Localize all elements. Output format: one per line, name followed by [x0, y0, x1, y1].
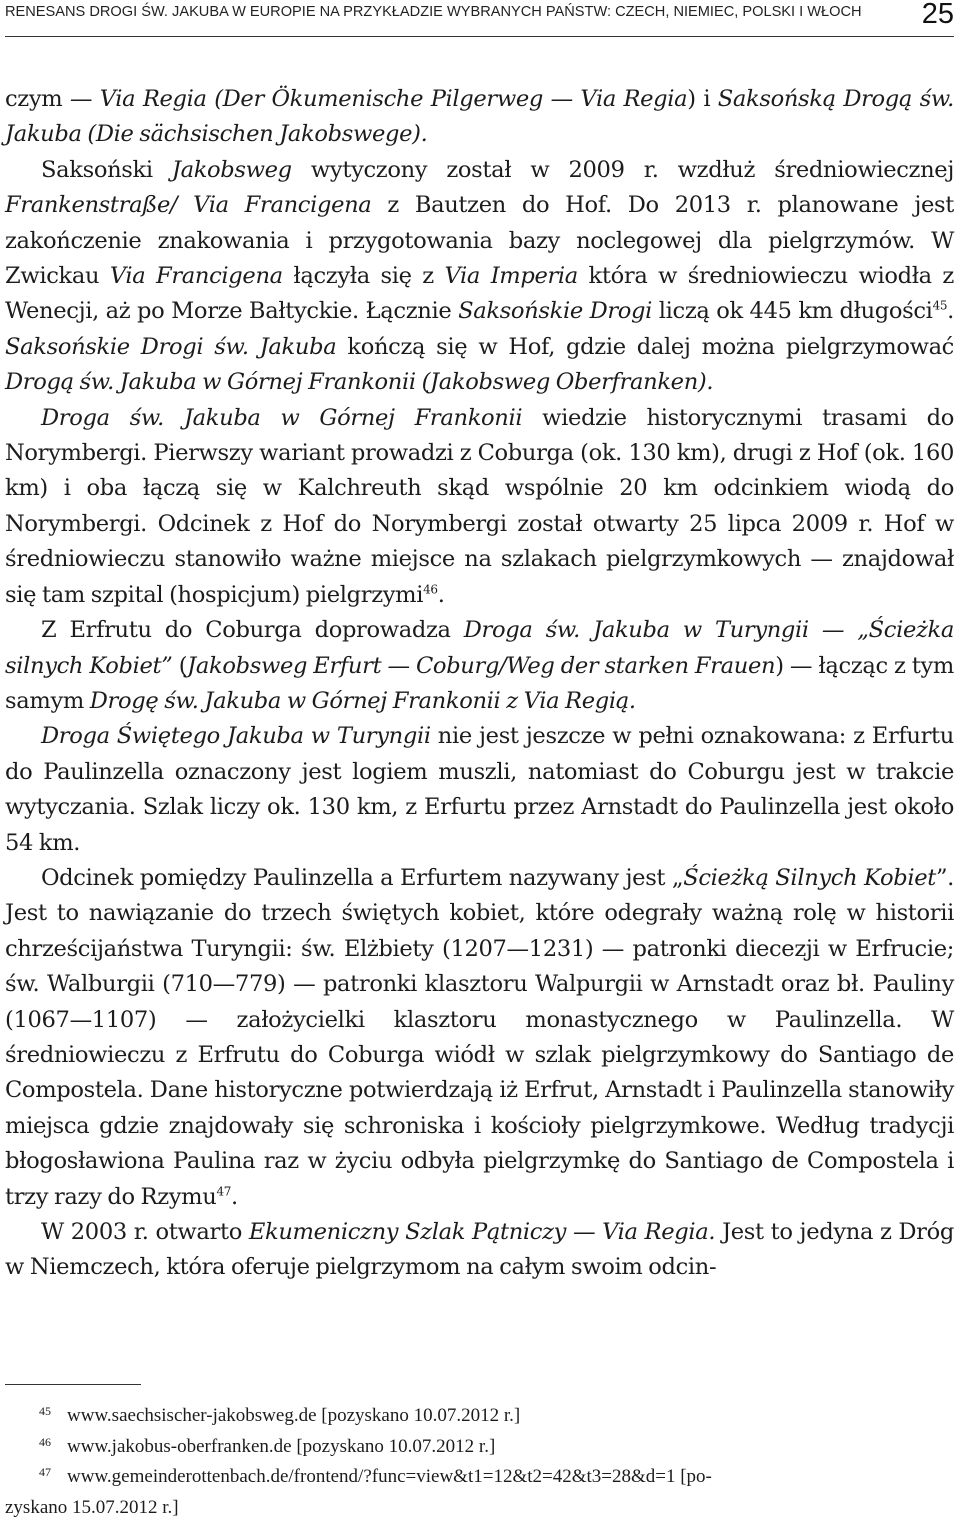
italic-run: Drogę św. Jakuba w Górnej Frankonii z Via Regią. [90, 688, 636, 714]
footnote-rule [5, 1384, 141, 1385]
italic-run: Saksońską Drogą św. [718, 86, 954, 112]
footnote-link[interactable]: www.gemeinderottenbach.de/frontend/?func=view&t1=12&t2=42&t3=28&d=1 [po- [67, 1466, 712, 1487]
italic-run: Droga św. Jakuba w Górnej Frankonii [41, 405, 522, 431]
text-run: ”. Jest to nawiązanie do trzech świętych kobiet, które odegrały ważną rolę w historii chrześcijaństwa Turyngii: św. Elżbiety (1207—1231) — patronki diecezji w Erfrucie; św. Walburgii (710—779) — patronki klasztoru Walpurgii w Arnstadt oraz bł. Pauliny (1067—1107) — założycielki klasztoru monastycznego w Paulinzella. W średniowieczu z Erfrutu do Coburga wiódł w szlak pielgrzymkowy do Santiago de Compostela. Dane historyczne potwierdzają iż Erfrut, Arnstadt i Paulinzella stanowiły miejsca gdzie znajdowały się schroniska i kościoły pielgrzymkowe. Według tradycji błogosławiona Paulina raz w życiu odbyła pielgrzymkę do Santiago de Compostela i trzy razy do Rzymu [5, 865, 954, 1210]
footnote-46 [5, 1432, 954, 1463]
text-run: wiedzie historycznymi trasami do Norymbergi. Pierwszy wariant prowadzi z Coburga (ok. 130 km), drugi z Hof (ok. 160 km) i oba łączą się w Kalchreuth skąd wspólnie 20 km odcinkiem wiodą do Norymbergi. Odcinek z Hof do Norymbergi został otwarty 25 lipca 2009 r. Hof w średniowieczu stanowiło ważne miejsce na szlakach pielgrzymkowych — znajdował się tam szpital (hospicjum) pielgrzymi [5, 405, 954, 608]
footnotes [5, 1401, 954, 1523]
page-number: 25 [922, 0, 954, 31]
text-run: . [947, 298, 954, 324]
text-run: W 2003 r. otwarto [41, 1219, 249, 1245]
italic-run: Via Regia (Der Ökumenische Pilgerweg — Via Regia [100, 86, 688, 112]
footnote-ref-45[interactable]: 45 [933, 299, 948, 313]
italic-run: Saksońskie Drogi [458, 298, 652, 324]
text-run: . [438, 582, 445, 608]
italic-run: Jakobsweg Erfurt — Coburg/Weg der starken Frauen [187, 653, 775, 679]
italic-run: Via Imperia [444, 263, 577, 289]
text-run: kończą się w Hof, gdzie dalej można pielgrzymować [336, 334, 954, 360]
text-run: czym — [5, 86, 100, 112]
text-run: ) i [687, 86, 717, 112]
text-run: nie jest jeszcze w pełni oznakowana: z Erfurtu do Paulinzella oznaczony jest logiem muszli, natomiast do Coburgu jest w trakcie wytyczania. Szlak liczy ok. 130 km, z Erfurtu przez Arnstadt do Paulinzella jest około 54 km. [5, 723, 954, 855]
italic-run: Frankenstraße/ Via Francigena [5, 192, 371, 218]
header-rule [5, 36, 954, 37]
italic-run: Droga św. Jakuba w Turyngii — „Ścieżka silnych Kobiet” [5, 617, 954, 678]
body-text [5, 82, 954, 1286]
paragraph-2 [5, 153, 954, 401]
text-run: Saksoński [41, 157, 172, 183]
italic-run: Saksońskie Drogi św. Jakuba [5, 334, 336, 360]
paragraph-6 [5, 861, 954, 1215]
text-run: ( [172, 653, 187, 679]
page-header [5, 0, 954, 34]
italic-run: Droga Świętego Jakuba w Turyngii [41, 723, 431, 749]
text-run: Jest to jedyna z Dróg w Niemczech, która oferuje pielgrzymom na całym swoim odcin- [5, 1219, 954, 1280]
text-run: ) — łącząc z tym samym [5, 653, 954, 714]
footnote-link[interactable]: www.saechsischer-jakobsweg.de [pozyskano 10.07.2012 r.] [67, 1405, 520, 1426]
italic-run: Jakobsweg [172, 157, 292, 183]
footnote-number: 45 [39, 1396, 51, 1427]
footnote-45 [5, 1401, 954, 1432]
footnote-ref-47[interactable]: 47 [216, 1184, 231, 1198]
paragraph-4 [5, 613, 954, 719]
text-run: łączyła się z [283, 263, 445, 289]
text-run: wytyczony został w 2009 r. wzdłuż średniowiecznej [292, 157, 954, 183]
text-run: z Bautzen do Hof. Do 2013 r. planowane jest zakończenie znakowania i przygotowania bazy noclegowej dla pielgrzymów. W Zwickau [5, 192, 954, 289]
paragraph-5 [5, 719, 954, 861]
italic-run: Jakuba (Die sächsischen Jakobswege). [5, 121, 427, 147]
footnote-continuation: zyskano 15.07.2012 r.] [5, 1493, 954, 1523]
italic-run: Ścieżką Silnych Kobiet [683, 865, 936, 891]
footnote-ref-46[interactable]: 46 [423, 582, 438, 596]
footnote-link[interactable]: www.jakobus-oberfranken.de [pozyskano 10.07.2012 r.] [67, 1436, 495, 1457]
text-run: Odcinek pomiędzy Paulinzella a Erfurtem nazywany jest „ [41, 865, 683, 891]
paragraph-1 [5, 82, 954, 153]
italic-run: Via Francigena [110, 263, 283, 289]
paragraph-7 [5, 1215, 954, 1286]
footnote-47 [5, 1462, 954, 1523]
footnote-number: 47 [39, 1457, 51, 1488]
footnote-number: 46 [39, 1427, 51, 1458]
italic-run: Drogą św. Jakuba w Górnej Frankonii (Jakobsweg Oberfranken). [5, 369, 713, 395]
running-head: RENESANS DROGI ŚW. JAKUBA W EUROPIE NA PRZYKŁADZIE WYBRANYCH PAŃSTW: CZECH, NIEMIEC, POLSKI I WŁOCH [5, 4, 862, 20]
paragraph-3 [5, 401, 954, 613]
text-run: która w średniowieczu wiodła z Wenecji, aż po Morze Bałtyckie. Łącznie [5, 263, 954, 324]
text-run: Z Erfrutu do Coburga doprowadza [41, 617, 464, 643]
text-run: liczą ok 445 km długości [652, 298, 933, 324]
text-run: . [231, 1184, 238, 1210]
italic-run: Ekumeniczny Szlak Pątniczy — Via Regia. [249, 1219, 715, 1245]
